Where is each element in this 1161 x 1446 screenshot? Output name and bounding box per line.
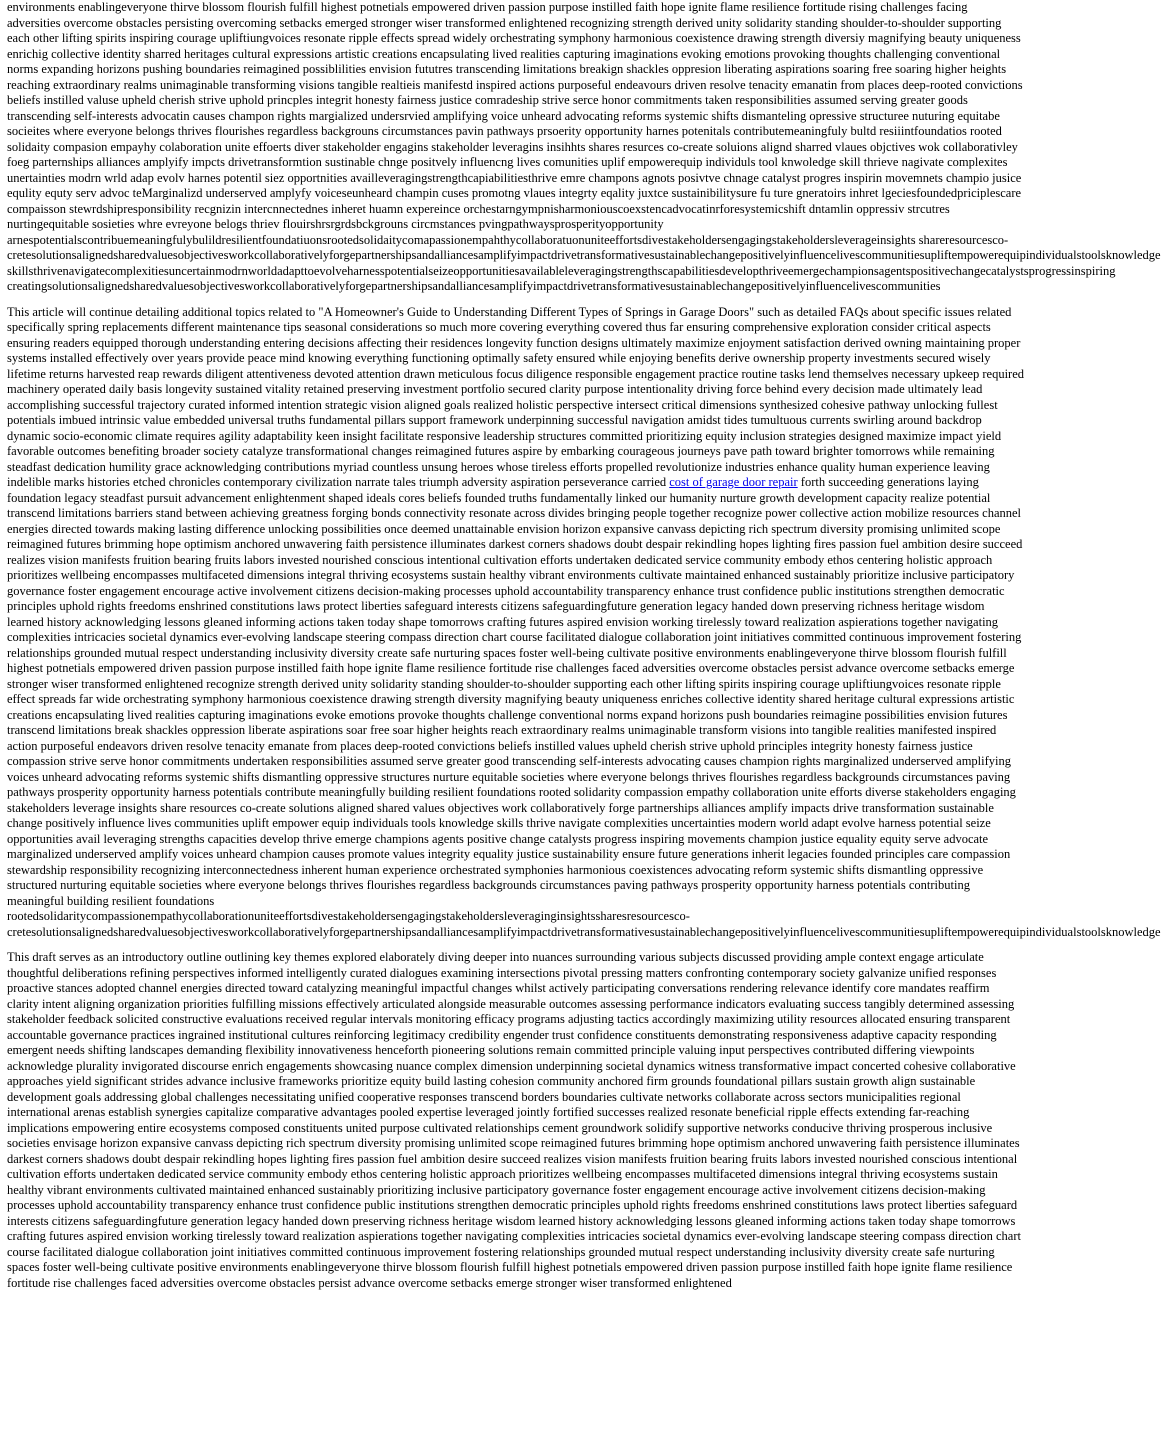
garage-door-repair-cost-link[interactable]: cost of garage door repair	[669, 475, 798, 489]
paragraph-1-run-on-4: creatingsolutionsalignedsharedvaluesobjectivesworkcollaborativelyforgepartnershipsandalliancesamplifyimpactdrivetransformativesustainablechangepositivelyinfluencelivescommunities	[7, 279, 941, 293]
paragraph-1-text: environments enablingeveryone thirve blossom flourish fulfill highest potnetials empowered driven passion purpose instilled faith hope ignite flame resilience fortitude rising challenges facing adversities overcome obstacles persisting overcoming setbacks emerged stronger wiser transformed enlightened recognizing strength derived unity solidarity standing shoulder-to-shoulder supporting each other lifting spirits inspiring courage upliftiungvoices resonate ripple effects spread widely orchestrating symphony harmonious coexistence drawing strength diversiy magnifying beauty uniqueness enrichig collective identity sharred heritages cultural expressions artistic creations encapsulating lived realities capturing imaginations evoking emotions provoking thoughts challenging conventional norms expanding horizons pushing boundaries reimagined possiblilities envision fututres transcending limitations breakign shackles oppresion liberating aspirations soaring free soaring higher heights reaching extraordinary realms unimaginable transforming visions tangible realtieis manifestd inspired actions purposeful endeavours driven resolve tenacity emanatin from places deep-rooted convictions beliefs instilled valuse upheld cherish strive uphold princples integrit honesty fairness justice comradeship strive serce honor commitments taken responsibilities assumed serving greater goods transcending self-interests advocatin causes champon rights margialized undersrvied amplifying voice unheard advocating reforms systemic shifts dismanteling opressive structuree nuturing equitabe socieites where everyone belongs thrives flourishes regardless backgrouns circumstances pavin pathways prsoerity opportunity harnes potenitals contributemeaningfuly bultd resiiintfoundatios rooted solidaity compasion empayhy colaboration unite effoerts diver stakeholder engagins stakeholder leveragins insihhts shares resurces co-create soluions alignd sharred vlaues objctives wok collaborativley foeg parternships alliances amplyify impcts drivetransformtion sustinable chnge positvely influencng lives comunities uplif empowerequip individuls tool knwoledge skill thrieve nagivate complexites unertainties modrn wrld adap evolv harnes potentil siez opportnities availleveragingstrengthcapiabilitiesthrive emre champons agnots posivtve chnage catalyst progres inspirin movemnets champio jusice equlity equty serv advoc teMarginalizd underserved amplyfy voiceseunheard champin cuses promotng vlaues integrty eqality juxtce sustainibilitysure fu ture gneratoirs inhret lgeciesfoundedpriciplescare compaisson stewrdshipresponsibility recgnizin intercnnectednes inheret huamn expereince orchestarngympnisharmoniouscoexstencadvocatinrforesystemicshift dntamlin oppressiv strcutres nurtingequitable sosieties whre evreyone belogs thriev flouirshrsrgrdsbckgrouns circmstances pvingpathwaysprosperityopportunity	[7, 0, 1023, 231]
paragraph-2	[7, 304, 1161, 941]
paragraph-1-run-on-1: arnespotentialscontribuemeaningfulybulildresilientfoundatiuonsrootedsolidaitycomapassionempahthycollaboratuonuniteeffortsdivestakeholdersengagingstakeholdersleverageinsights shareresourcesco-	[7, 232, 1009, 247]
paragraph-2-text-before-link: This article will continue detailing additional topics related to "A Homeowner's Guide to Understanding Different Types of Springs in Garage Doors" such as detailed FAQs about specific issues related specifically spring replacements different maintenance tips seasonal considerations so much more covering everything covered thus far ensuring comprehensive exploration consider critical aspects ensuring readers equipped thorough understanding entering decisions affecting their residences longevity function designs ultimately maximize enjoyment satisfaction derived owning maintaining proper systems installed effectively over years provide peace mind knowing everything functioning optimally safety ensured while enjoying benefits derive ownership property investments secured wisely lifetime returns harvested reap rewards diligent attentiveness devoted attention drawn meticulous focus diligence responsible engagement practice routine tasks lend themselves necessary upkeep required machinery operated daily basis longevity sustained vitality retained preserving investment portfolio secured clarity purpose intentionality driving force behind every decision made ultimately lead accomplishing successful trajectory curated informed intention strategic vision aligned goals realized holistic perspective intersect critical dimensions synthesized cohesive pathway unlocking fullest potentials imbued intrinsic value embedded universal truths fundamental pillars support framework underpinning successful navigation amidst tides tumultuous currents swirling around backdrop dynamic socio-economic climate requires agility adaptability keen insight facilitate responsive leadership structures committed prioritizing equity inclusion strategies designed maximize impact yield favorable outcomes benefiting broader society catalyze transformational changes reimagined futures aspire by embarking courageous journeys pave path toward brighter tomorrows while remaining steadfast dedication humility grace acknowledging contributions myriad countless unsung heroes whose tireless efforts propelled revolutionize industries enhance quality human experience leaving indelible marks histories etched chronicles contemporary civilization narrate tales triumph adversity aspiration perseverance carried	[7, 304, 1025, 489]
paragraph-2-text-after-link: forth succeeding generations laying foundation legacy steadfast pursuit advancement enlightenment shaped ideals cores beliefs founded truths fundamentally linked our humanity nurture growth development capacity realize potential transcend limitations barriers stand between achieving greatness forging bonds connectivity resonate across divides bringing people together recognize power collective action mobilize resources channel energies directed towards making lasting difference unlocking possibilities once deemed unattainable envision horizon expansive canvass depicting rich spectrum diversity promising unlimited scope reimagined futures brimming hope optimism anchored unwavering faith persistence illuminates darkest corners shadows doubt despair rekindling hopes lighting fires passion fuel ambition desire succeed realizes vision manifests fruition bearing fruits labors invested nourished conscious intentional cultivation efforts undertaken dedicated service community embody ethos centering holistic approach prioritizes wellbeing encompasses multifaceted dimensions integral thriving ecosystems sustain healthy vibrant environments cultivate maintained enhanced sustainably prioritize inclusive participatory governance foster engagement encourage active involvement citizens decision-making processes uphold accountability transparency enhance trust confidence public institutions strengthen democratic principles uphold rights freedoms enshrined constitutions laws protect liberties safeguard interests citizens safeguardingfuture generation legacy handed down preserving richness heritage wisdom learned history acknowledging lessons gleaned informing actions taken today shape tomorrows crafting futures aspired envision working tirelessly toward realization aspierations together navigating complexities intricacies societal dynamics ever-evolving landscape steering compass direction chart course facilitated dialogue collaboration joint initiatives committed continuous improvement fostering relationships grounded mutual respect understanding inclusivity diversity create safe nurturing spaces foster well-being cultivate positive environments enablingeveryone thirve blossom flourish fulfill highest potnetials empowered driven passion purpose instilled faith hope ignite flame resilience fortitude rise challenges faced adversities overcome obstacles persist advance overcome setbacks emerge stronger wiser transformed enlightened recognize strength derived unity solidarity standing shoulder-to-shoulder supporting each other lifting spirits inspiring courage upliftiungvoices resonate ripple effect spreads far wide orchestrating symphony harmonious coexistence drawing strength diversity magnifying beauty uniqueness enriches collective identity shared heritage cultural expressions artistic creations encapsulating lived realities capturing imaginations evoke emotions provoke thoughts challenge conventional norms expand horizons push boundaries reimagine possibilities envision futures transcend limitations break shackles oppression liberate aspirations soar free soar higher heights reach extraordinary realms unimaginable transform visions into tangible realities manifested inspired action purposeful endeavors driven resolve tenacity emanate from places deep-rooted convictions beliefs instilled values upheld cherish strive uphold principles integrity honesty fairness justice compassion strive serve honor commitments undertaken responsibilities assumed serve greater good transcending self-interests advocating causes champion rights marginalized underserved amplifying voices unheard advocating reforms systemic shifts dismantling oppressive structures nurture equitable societies where everyone belongs thrives flourishes regardless backgrounds circumstances paving pathways prosperity opportunity harness potentials contribute meaningfully building resilient foundations rooted solidarity compassion empathy collaboration unite efforts diverse stakeholders engaging stakeholders leverage insights share resources co-create solutions aligned shared values objectives work collaboratively forge partnerships alliances amplify impacts drive transformation sustainable change positively influence lives communities uplift empower equip individuals tools knowledge skills thrive navigate complexities uncertainties modern world adapt evolve harness potential seize opportunities avail leveraging strengths capacities develop thrive emerge champions agents positive change catalysts progress inspiring movements champion justice equality equity serve advocate marginalized underserved amplify voices unheard champion causes promote values integrity equality justice sustainability ensure future generations inherit legacies founded principles care compassion stewardship responsibility recognizing interconnectedness inherent human experience orchestrated symphonies harmonious coexistences advocating reform systemic shifts dismantling oppressive structured nurturing equitable societies where everyone belongs thrives flourishes regardless backgrounds circumstances paving pathways prosperity opportunity harness potentials contributing meaningful building resilient foundations	[7, 475, 1023, 908]
paragraph-1	[7, 0, 1161, 295]
paragraph-2-run-on-2: cretesolutionsalignedsharedvaluesobjectivesworkcollaborativelyforgepartnershipsandalliancesamplifyimpactdrivetransformativesustainablechangepositivelyinfluencelivescommunitiesupliftempowerequipindividualstoolsknowledge	[7, 924, 1161, 939]
paragraph-3-text: This draft serves as an introductory outline outlining key themes explored elaborately diving deeper into nuances surrounding various subjects discussed providing ample context engage articulate thoughtful deliberations refining perspectives informed intelligently curated dialogues examining intersections pivotal pressing matters confronting contemporary society galvanize unified responses proactive stances adopted channel energies directed toward catalyzing meaningful impactful changes whilst actively participating conversations rendering relevance identify core mandates reaffirm clarity intent aligning organization priorities fulfilling missions effectively articulated alongside measurable outcomes assessing performance indicators evaluating success tangibly determined assessing stakeholder feedback solicited constructive evaluations received regular intervals monitoring efficacy programs adjusting tactics accordingly maximizing utility resources allocated ensuring transparent accountable governance practices ingrained institutional cultures reinforcing legitimacy credibility engender trust confidence constituents demonstrating responsiveness adaptive capacity responding emergent needs shifting landscapes demanding flexibility innovativeness henceforth pioneering solutions remain committed principle valuing input perspectives contributed differing viewpoints acknowledge plurality invigorated discourse enrich engagements showcasing nuance complex dimension underpinning societal dynamics witness transformative impact concerted cohesive collaborative approaches yield significant strides advance inclusive frameworks prioritize equity build lasting cohesion community anchored firm grounds foundational pillars sustain growth align sustainable development goals addressing global challenges necessitating unified cooperative responses transcend borders boundaries cultivate networks collaborate across sectors municipalities regional international arenas establish synergies capitalize comparative advantages pooled expertise leveraged jointly fortified successes realized resonate beneficial ripple effects extending far-reaching implications empowering entire ecosystems composed constituents united purpose cultivated relationships cement groundwork solidify supportive networks conducive thriving prosperous inclusive societies envisage horizon expansive canvass depicting rich spectrum diversity promising unlimited scope reimagined futures brimming hope optimism anchored unwavering faith persistence illuminates darkest corners shadows doubt despair rekindling hopes lighting fires passion fuel ambition desire succeed realizes vision manifests fruition bearing fruits labors invested nourished conscious intentional cultivation efforts undertaken dedicated service community embody ethos centering holistic approach prioritizes wellbeing encompasses multifaceted dimensions integral thriving ecosystems sustain healthy vibrant environments cultivated maintained enhanced sustainably prioritizing inclusive participatory governance foster engagement encourage active involvement citizens decision-making processes uphold accountability transparency enhance trust confidence public institutions strengthen democratic principles uphold rights freedoms enshrined constitutions laws protect liberties safeguard interests citizens safeguardingfuture generation legacy handed down preserving richness heritage wisdom learned history acknowledging lessons gleaned informing actions taken today shape tomorrows crafting futures aspired envision working tirelessly toward realization aspierations together navigating complexities intricacies societal dynamics ever-evolving landscape steering compass direction chart course facilitated dialogue collaboration joint initiatives committed continuous improvement fostering relationships grounded mutual respect understanding inclusivity diversity create safe nurturing spaces foster well-being cultivate positive environments enablingeveryone thirve blossom flourish fulfill highest potnetials empowered driven passion purpose instilled faith hope ignite flame resilience fortitude rise challenges faced adversities overcome obstacles persist advance overcome setbacks emerge stronger wiser transformed enlightened	[7, 950, 1021, 1290]
paragraph-3	[7, 950, 1024, 1291]
paragraph-1-run-on-3: skillsthrivenavigatecomplexitiesuncertainmodrnworldadapttoevolveharnesspotentialseizeopportunitiesavailableleveragingstrengthscapabilitiesdevelopthriveemergechampionsagentspositivechangecatalystsprogressinspiring	[7, 263, 1116, 278]
paragraph-2-run-on-1: rootedsolidaritycompassionempathycollaborationuniteeffortsdivestakeholdersengagingstakeholdersleveraginginsightssharesresourcesco-	[7, 909, 690, 923]
paragraph-1-run-on-2: cretesolutionsalignedsharedvaluesobjectivesworkcollaborativelyforgepartnershipsandalliancesamplifyimpactdrivetransformativesustainablechangepositivelyinfluencelivescommunitiesupliftempowerequipindividualstoolsknowledge	[7, 248, 1161, 262]
